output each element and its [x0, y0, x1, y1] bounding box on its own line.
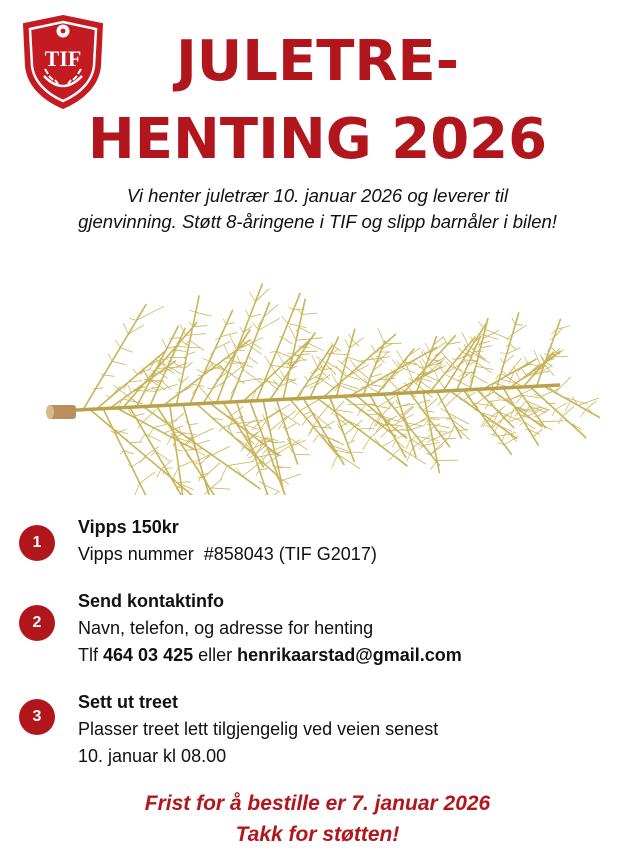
subtitle: [0, 183, 635, 235]
step-2-text: Navn, telefon, og adresse for henting: [78, 618, 374, 638]
step-2: [78, 588, 618, 669]
svg-text:TIF: TIF: [44, 46, 82, 71]
phone-number: 464 03 425: [103, 645, 194, 665]
step-3: [78, 689, 618, 770]
step-3-heading: Sett ut treet: [78, 692, 179, 712]
deadline-text: Frist for å bestille er 7. januar 2026: [144, 792, 491, 815]
title-line-1: JULETRE-: [175, 29, 460, 94]
dry-christmas-tree-image: [40, 245, 600, 495]
step-3-text-2: 10. januar kl 08.00: [78, 746, 227, 766]
step-2-heading: Send kontaktinfo: [78, 591, 225, 611]
thanks-text: Takk for støtten!: [235, 823, 400, 846]
tlf-label: Tlf: [78, 645, 98, 665]
step-3-text-1: Plasser treet lett tilgjengelig ved veien senest: [78, 719, 439, 739]
step-3-badge: 3: [19, 699, 55, 735]
step-1: [78, 514, 618, 568]
or-text: eller: [198, 645, 233, 665]
step-1-heading: Vipps 150kr: [78, 517, 179, 537]
step-1-text: Vipps nummer #858043 (TIF G2017): [78, 544, 377, 564]
step-2-contact: [78, 642, 618, 669]
email-address: henrikaarstad@gmail.com: [237, 645, 462, 665]
title-line-2: HENTING 2026: [87, 107, 548, 172]
step-1-badge: 1: [19, 525, 55, 561]
subtitle-line-1: Vi henter juletrær 10. januar 2026 og leverer til: [126, 185, 509, 206]
step-2-badge: 2: [19, 605, 55, 641]
subtitle-line-2: gjenvinning. Støtt 8-åringene i TIF og slipp barnåler i bilen!: [78, 211, 557, 232]
